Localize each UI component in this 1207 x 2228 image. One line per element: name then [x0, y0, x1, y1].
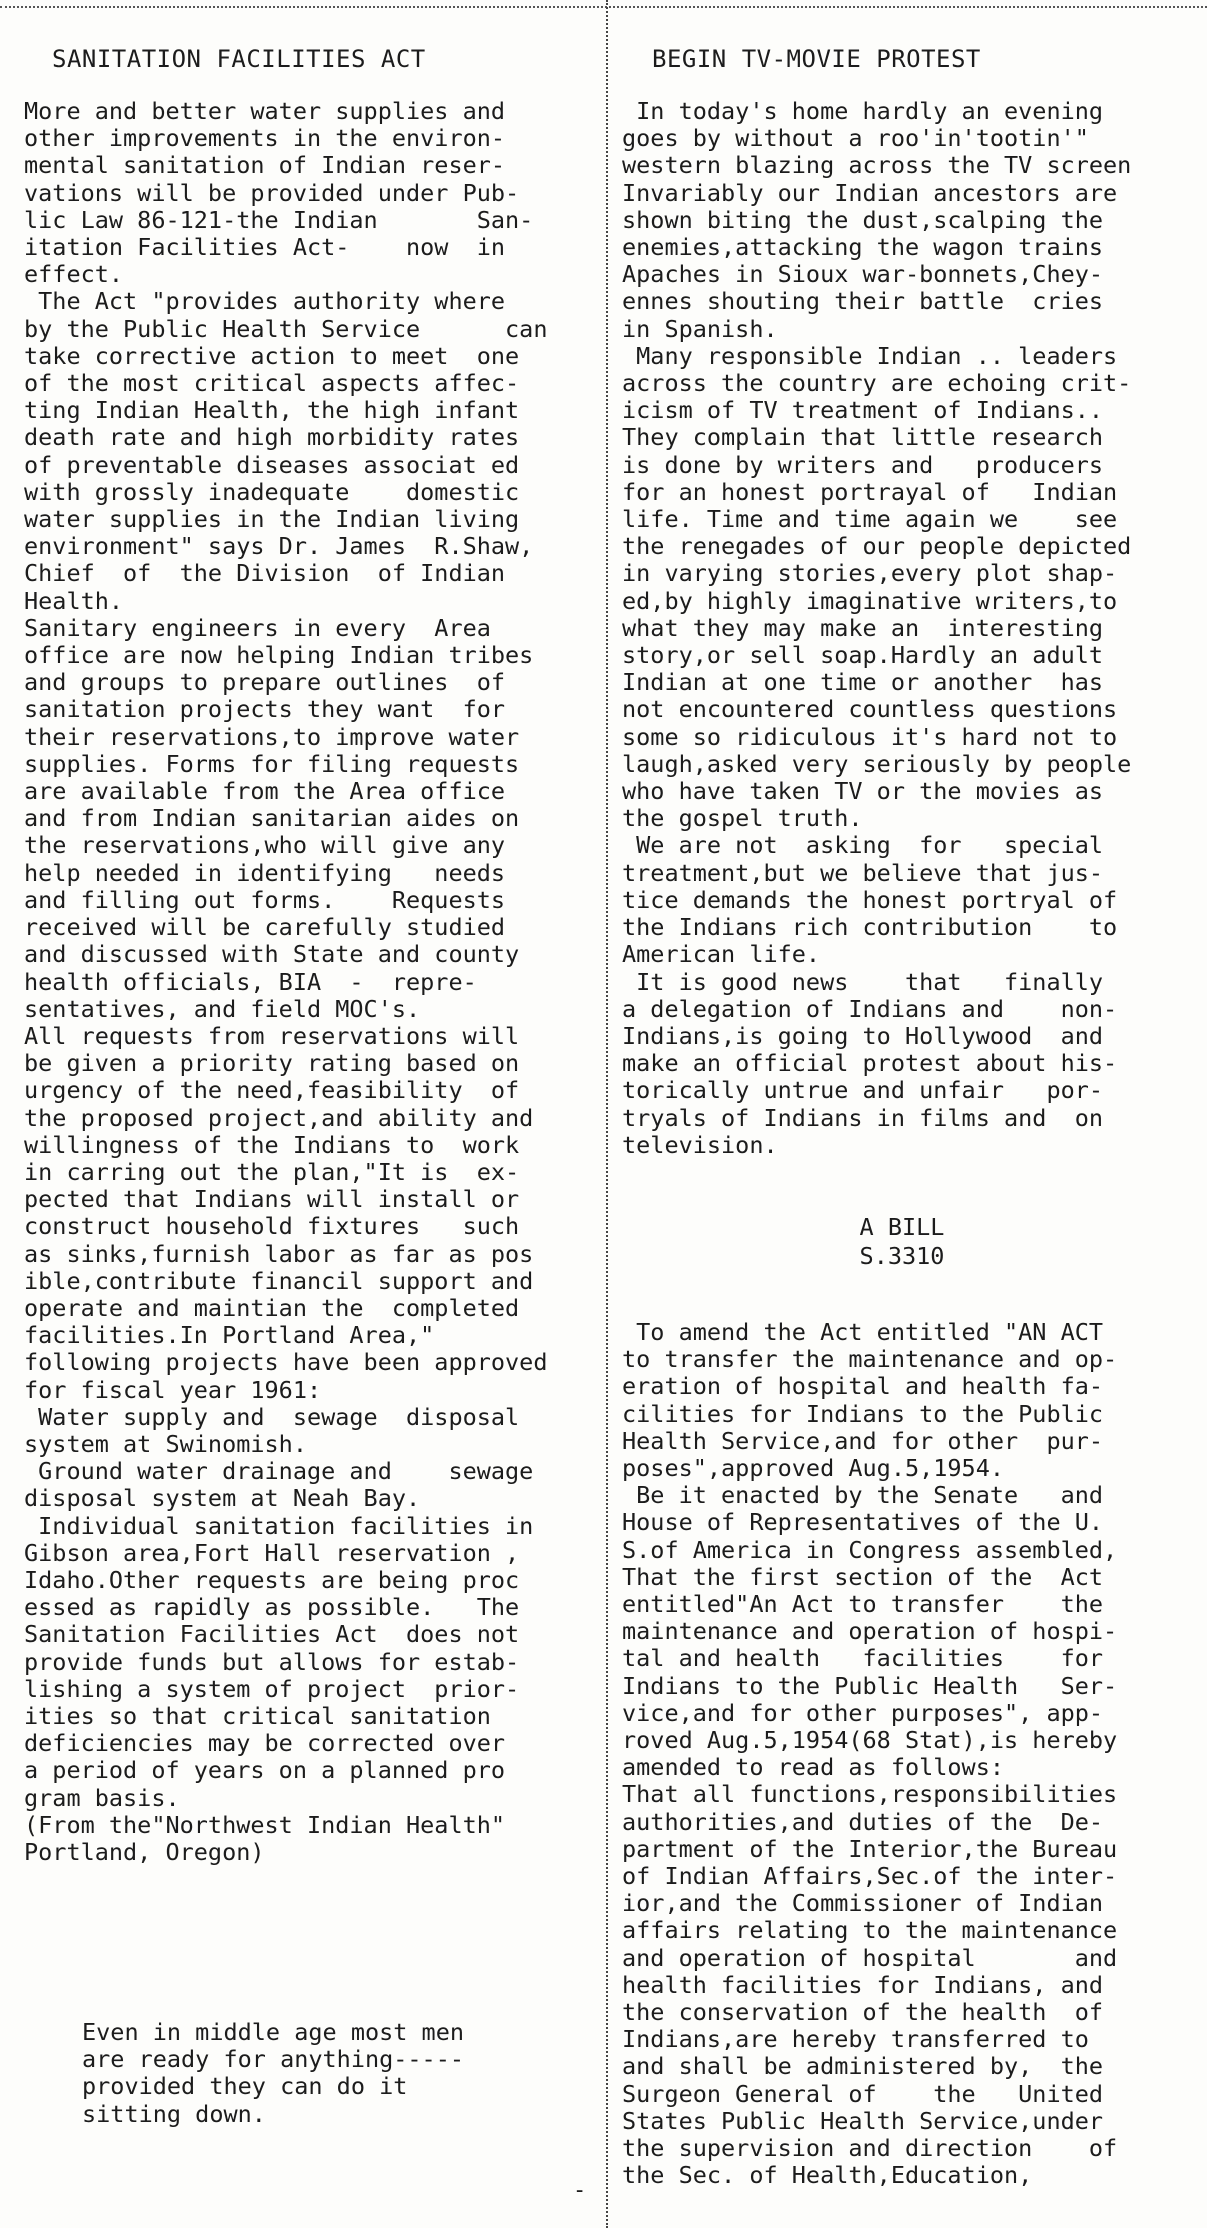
tv-protest-article-title: BEGIN TV-MOVIE PROTEST: [652, 45, 981, 73]
bill-number: S.3310: [859, 1241, 945, 1270]
tv-protest-article-body: In today's home hardly an evening goes by without a roo'in'tootin'" western blazing across the TV screen Invariably our Indian ancestors are shown biting the dust,scalping the enemies,attacking the wagon trains Apaches in Sioux war-bonnets,Chey- ennes shouting their battle cries in Spanish. Many responsible Indian .. leaders across the country are echoing crit- icism of TV treatment of Indians.. They complain that little research is done by writers and producers for an honest portrayal of Indian life. Time and time again we see the renegades of our people depicted in varying stories,every plot shap- ed,by highly imaginative writers,to what they may make an interesting story,or sell soap.Hardly an adult Indian at one time or another has not encountered countless questions some so ridiculous it's hard not to laugh,asked very seriously by people who have taken TV or the movies as the gospel truth. We are not asking for special treatment,but we believe that jus- tice demands the honest portryal of the Indians rich contribution to American life. It is good news that finally a delegation of Indians and non- Indians,is going to Hollywood and make an official protest about his- torically untrue and unfair por- tryals of Indians in films and on television.: [622, 97, 1132, 1159]
sanitation-article-title: SANITATION FACILITIES ACT: [52, 45, 426, 73]
bill-heading: [622, 1213, 1182, 1271]
bill-text: To amend the Act entitled "AN ACT to transfer the maintenance and op- eration of hospital and health fa- cilities for Indians to the Public Health Service,and for other pur- poses",approved Aug.5,1954. Be it enacted by the Senate and House of Representatives of the U. S.of America in Congress assembled, That the first section of the Act entitled"An Act to transfer the maintenance and operation of hospi- tal and health facilities for Indians to the Public Health Ser- vice,and for other purposes", app- roved Aug.5,1954(68 Stat),is hereby amended to read as follows: That all functions,responsibilities authorities,and duties of the De- partment of the Interior,the Bureau of Indian Affairs,Sec.of the inter- ior,and the Commissioner of Indian affairs relating to the maintenance and operation of hospital and health facilities for Indians, and the conservation of the health of Indians,are hereby transferred to and shall be administered by, the Surgeon General of the United States Public Health Service,under the supervision and direction of the Sec. of Health,Education,: [622, 1317, 1118, 2190]
filler-joke: Even in middle age most men are ready for anything----- provided they can do it sitting down.: [82, 2018, 465, 2128]
top-rule: [0, 6, 1207, 8]
page-dash-mark: -: [573, 2178, 587, 2203]
bill-title: A BILL: [859, 1212, 945, 1241]
column-divider: [606, 0, 608, 2228]
left-column: [24, 44, 598, 1866]
right-column: [622, 44, 1182, 2189]
sanitation-article-body: More and better water supplies and other improvements in the environ- mental sanitation of Indian reser- vations will be provided under Pub- lic Law 86-121-the Indian San- itation Facilities Act- now in effect. The Act "provides authority where by the Public Health Service can take corrective action to meet one of the most critical aspects affec- ting Indian Health, the high infant death rate and high morbidity rates of preventable diseases associat ed with grossly inadequate domestic water supplies in the Indian living environment" says Dr. James R.Shaw, Chief of the Division of Indian Health. Sanitary engineers in every Area office are now helping Indian tribes and groups to prepare outlines of sanitation projects they want for their reservations,to improve water supplies. Forms for filing requests are available from the Area office and from Indian sanitarian aides on the reservations,who will give any help needed in identifying needs and filling out forms. Requests received will be carefully studied and discussed with State and county health officials, BIA - repre- sentatives, and field MOC's. All requests from reservations will be given a priority rating based on urgency of the need,feasibility of the proposed project,and ability and willingness of the Indians to work in carring out the plan,"It is ex- pected that Indians will install or construct household fixtures such as sinks,furnish labor as far as pos ible,contribute financil support and operate and maintian the completed facilities.In Portland Area," following projects have been approved for fiscal year 1961: Water supply and sewage disposal system at Swinomish. Ground water drainage and sewage disposal system at Neah Bay. Individual sanitation facilities in Gibson area,Fort Hall reservation , Idaho.Other requests are being proc essed as rapidly as possible. The Sanitation Facilities Act does not provide funds but allows for estab- lishing a system of project prior- ities so that critical sanitation deficiencies may be corrected over a period of years on a planned pro gram basis. (From the"Northwest Indian Health" Portland, Oregon): [24, 97, 548, 1866]
